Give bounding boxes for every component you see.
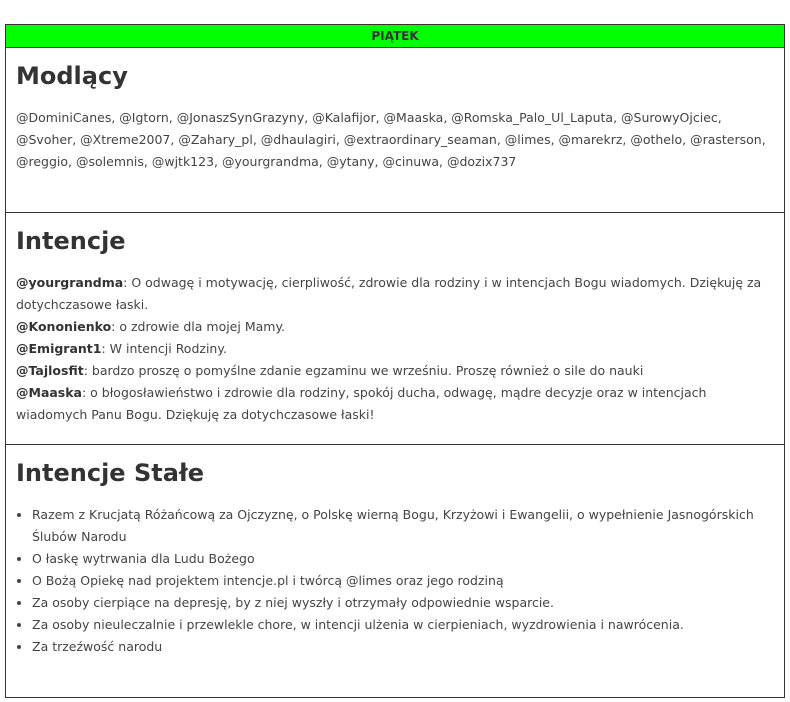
intention-entry: [16, 360, 774, 382]
intention-entry: [16, 382, 774, 426]
section-intencje: [6, 213, 784, 445]
list-item: • Za osoby cierpiące na depresję, by z niej wyszły i otrzymały odpowiednie wsparcie.: [32, 592, 774, 614]
intention-entry: [16, 316, 774, 338]
list-item: • Za trzeźwość narodu: [32, 636, 774, 658]
intention-text: : bardzo proszę o pomyślne zdanie egzaminu we wrześniu. Proszę również o sile do nauki: [83, 363, 644, 378]
intention-text: : W intencji Rodziny.: [101, 341, 227, 356]
day-table: [5, 24, 785, 698]
list-item: • Razem z Krucjatą Różańcową za Ojczyznę, o Polskę wierną Bogu, Krzyżowi i Ewangelii, o wypełnienie Jasnogórskich Ślubów Narodu: [32, 504, 774, 548]
section-modlacy: [6, 48, 784, 213]
intention-author[interactable]: @Emigrant1: [16, 341, 102, 356]
intention-author[interactable]: @Kononienko: [16, 319, 112, 334]
list-item: • O Bożą Opiekę nad projektem intencje.pl i twórcą @limes oraz jego rodziną: [32, 570, 774, 592]
intention-entry: [16, 338, 774, 360]
permanent-intentions-list: [16, 504, 774, 658]
section-title-intencje-stale: Intencje Stałe: [16, 459, 205, 487]
intention-entries: [16, 272, 774, 426]
list-item: • O łaskę wytrwania dla Ludu Bożego: [32, 548, 774, 570]
intention-author[interactable]: @Tajlosfit: [16, 363, 84, 378]
intention-author[interactable]: @Maaska: [16, 385, 82, 400]
intention-text: : o zdrowie dla mojej Mamy.: [111, 319, 286, 334]
section-title-modlacy: Modlący: [16, 62, 128, 90]
section-intencje-stale: [6, 445, 784, 697]
day-header: PIĄTEK: [6, 25, 784, 48]
list-item: • Za osoby nieuleczalnie i przewlekle chore, w intencji ulżenia w cierpieniach, wyzdrowienia i nawrócenia.: [32, 614, 774, 636]
members-list: @DominiCanes, @Igtorn, @JonaszSynGrazyny, @Kalafijor, @Maaska, @Romska_Palo_Ul_Laputa, @SurowyOjciec, @Svoher, @Xtreme2007, @Zahary_pl, @dhaulagiri, @extraordinary_seaman, @limes, @marekrz, @othelo, @rasterson, @reggio, @solemnis, @wjtk123, @yourgrandma, @ytany, @cinuwa, @dozix737: [16, 110, 766, 169]
intention-author[interactable]: @yourgrandma: [16, 275, 124, 290]
intention-text: : O odwagę i motywację, cierpliwość, zdrowie dla rodziny i w intencjach Bogu wiadomych. Dziękuję za dotychczasowe łaski.: [16, 275, 762, 312]
section-title-intencje: Intencje: [16, 227, 126, 255]
intention-text: : o błogosławieństwo i zdrowie dla rodziny, spokój ducha, odwagę, mądre decyzje oraz w intencjach wiadomych Panu Bogu. Dziękuję za dotychczasowe łaski!: [16, 385, 707, 422]
intention-entry: [16, 272, 774, 316]
